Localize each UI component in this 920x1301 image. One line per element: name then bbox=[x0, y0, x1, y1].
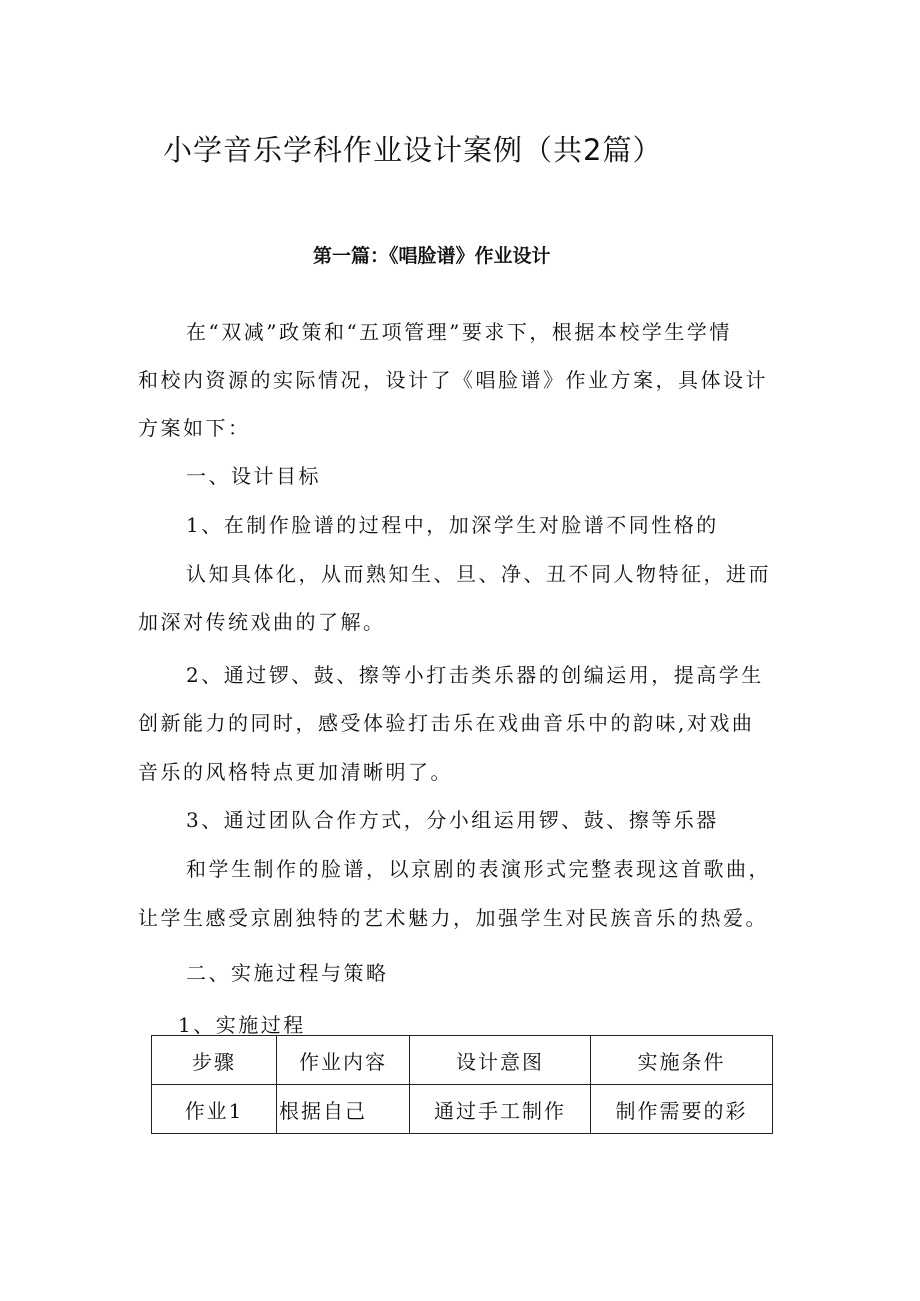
table-cell: 通过手工制作 bbox=[410, 1085, 591, 1134]
paragraph-line: 和学生制作的脸谱，以京剧的表演形式完整表现这首歌曲， bbox=[186, 857, 771, 881]
paragraph-line: 和校内资源的实际情况，设计了《唱脸谱》作业方案，具体设计 bbox=[138, 368, 768, 392]
paragraph-line: 创新能力的同时，感受体验打击乐在戏曲音乐中的韵味,对戏曲 bbox=[138, 711, 755, 735]
paragraph-line: 方案如下： bbox=[138, 416, 251, 440]
section-heading: 一、设计目标 bbox=[186, 464, 321, 488]
table-header-cell: 步骤 bbox=[152, 1036, 277, 1085]
table-header-cell: 作业内容 bbox=[277, 1036, 410, 1085]
section-subtitle: 第一篇：《唱脸谱》作业设计 bbox=[313, 245, 551, 267]
paragraph-line: 认知具体化，从而熟知生、旦、净、丑不同人物特征，进而 bbox=[186, 562, 771, 586]
implementation-table bbox=[151, 1035, 773, 1134]
table-cell: 制作需要的彩 bbox=[591, 1085, 773, 1134]
table-header-row bbox=[152, 1036, 773, 1085]
section-heading: 二、实施过程与策略 bbox=[186, 961, 389, 985]
table-row bbox=[152, 1085, 773, 1134]
paragraph-line: 3、通过团队合作方式，分小组运用锣、鼓、擦等乐器 bbox=[186, 808, 719, 832]
paragraph-line: 2、通过锣、鼓、擦等小打击类乐器的创编运用，提高学生 bbox=[186, 663, 764, 687]
table-cell: 根据自己 bbox=[277, 1085, 410, 1134]
table-header-cell: 设计意图 bbox=[410, 1036, 591, 1085]
paragraph-line: 让学生感受京剧独特的艺术魅力，加强学生对民族音乐的热爱。 bbox=[138, 906, 768, 930]
paragraph-line: 在“双减”政策和“五项管理”要求下，根据本校学生学情 bbox=[186, 320, 732, 344]
table-cell: 作业1 bbox=[152, 1085, 277, 1134]
document-title: 小学音乐学科作业设计案例（共2篇） bbox=[163, 133, 663, 167]
paragraph-line: 音乐的风格特点更加清晰明了。 bbox=[138, 760, 453, 784]
paragraph-line: 1、在制作脸谱的过程中，加深学生对脸谱不同性格的 bbox=[186, 513, 719, 537]
paragraph-line: 加深对传统戏曲的了解。 bbox=[138, 610, 386, 634]
table-header-cell: 实施条件 bbox=[591, 1036, 773, 1085]
subsection-heading: 1、实施过程 bbox=[178, 1013, 306, 1037]
